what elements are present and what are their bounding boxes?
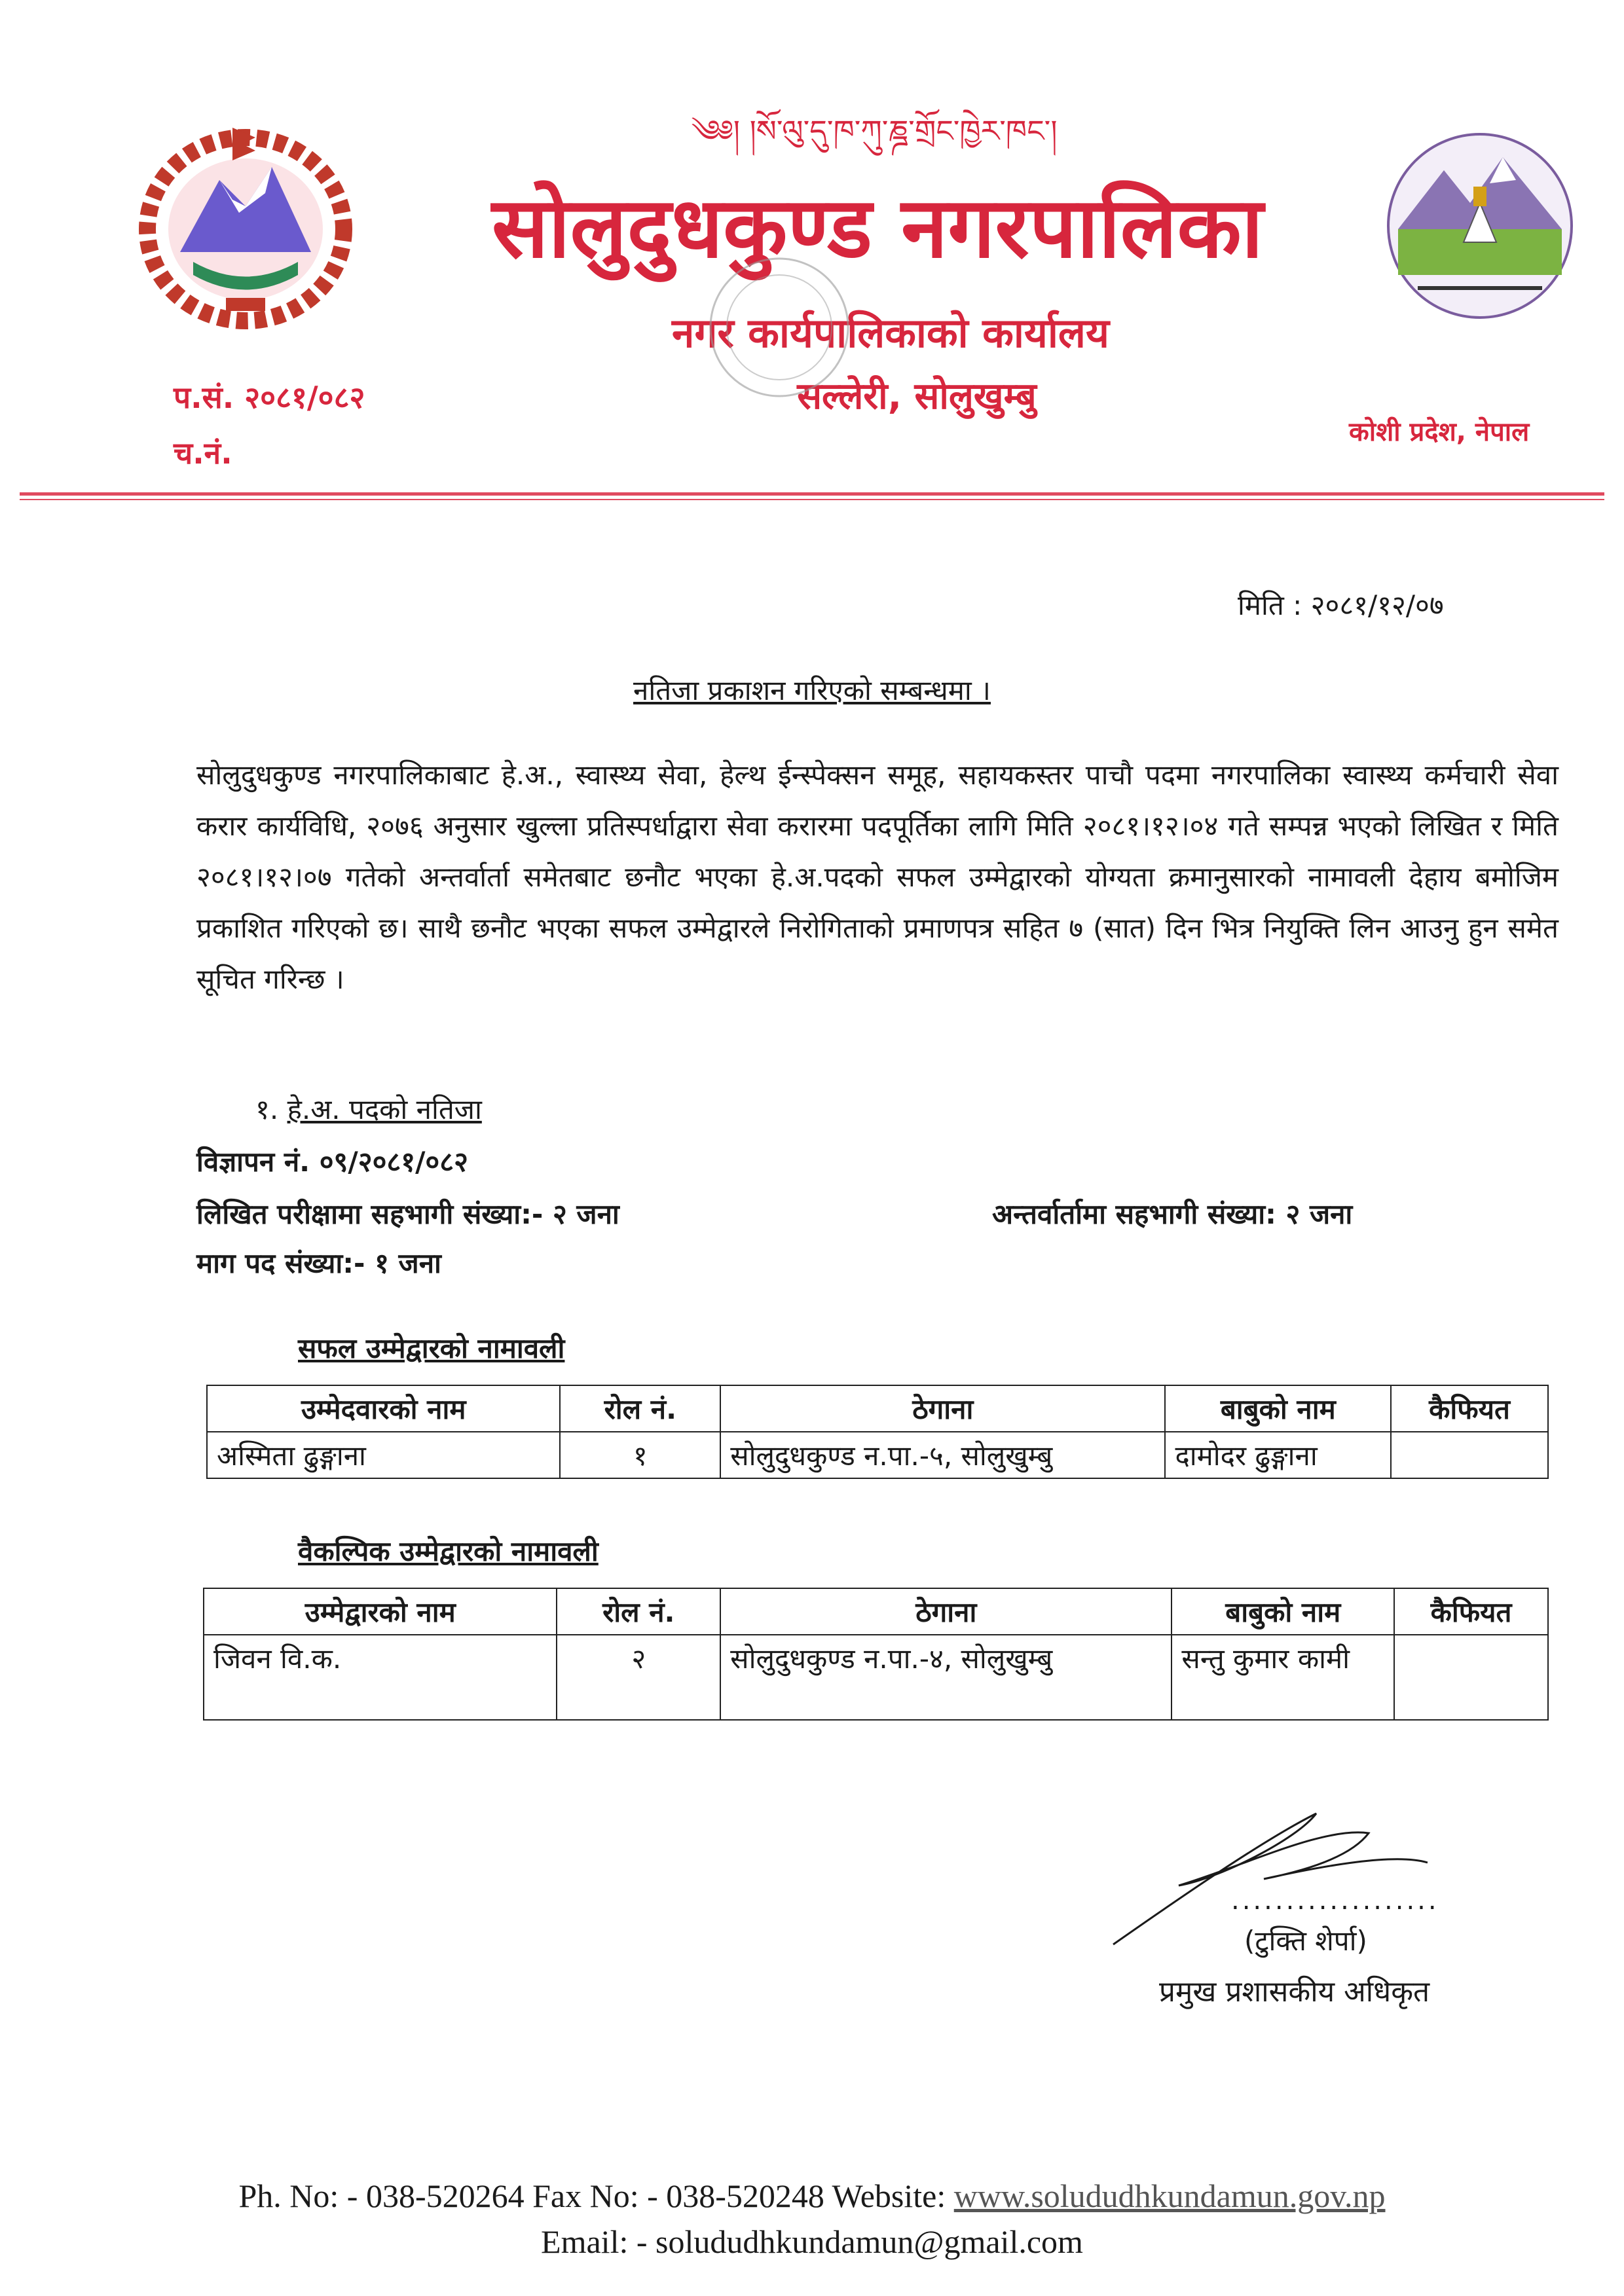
roll-number: २ — [557, 1635, 720, 1720]
table-header-row — [204, 1588, 1548, 1635]
remarks — [1391, 1432, 1548, 1478]
signatory-title: प्रमुख प्रशासकीय अधिकृत — [1159, 1975, 1430, 2009]
column-header: उम्मेदवारको नाम — [207, 1385, 560, 1432]
letter-date: मिति : २०८१/१२/०७ — [1238, 589, 1444, 621]
province-label: कोशी प्रदेश, नेपाल — [1349, 417, 1530, 447]
alternate-table-title: वैकल्पिक उम्मेद्वारको नामावली — [298, 1535, 599, 1567]
footer-contact — [0, 2177, 1624, 2215]
alternate-candidates-table — [203, 1588, 1549, 1721]
letter-body: सोलुदुधकुण्ड नगरपालिकाबाट हे.अ., स्वास्थ्य सेवा, हेल्थ ईन्स्पेक्सन समूह, सहायकस्तर पाचौ पदमा नगरपालिका स्वास्थ्य कर्मचारी सेवा करार कार्यविधि, २०७६ अनुसार खुल्ला प्रतिस्पर्धाद्वारा सेवा करारमा पदपूर्तिका लागि मिति २०८१।१२।०४ गते सम्पन्न भएको लिखित र मिति २०८१।१२।०७ गतेको अन्तर्वार्ता समेतबाट छनौट भएका हे.अ.पदको सफल उम्मेद्वारको योग्यता क्रमानुसारको नामावली देहाय बमोजिम प्रकाशित गरिएको छ। साथै छनौट भएका सफल उम्मेद्वारले निरोगिताको प्रमाणपत्र सहित ७ (सात) दिन भित्र नियुक्ति लिन आउनु हुन समेत सूचित गरिन्छ । — [196, 759, 1559, 995]
column-header: रोल नं. — [560, 1385, 720, 1432]
footer-email: Email: - solududhkundamun@gmail.com — [541, 2223, 1083, 2260]
footer-website-label: Website: — [832, 2178, 946, 2214]
table-header-row — [207, 1385, 1548, 1432]
column-header: कैफियत — [1391, 1385, 1548, 1432]
office-name: नगर कार्यपालिकाको कार्यालय — [672, 309, 1109, 357]
column-header: कैफियत — [1394, 1588, 1548, 1635]
footer-phone: Ph. No: - 038-520264 — [238, 2178, 525, 2214]
written-participants: लिखित परीक्षामा सहभागी संख्या:- २ जना — [196, 1198, 619, 1230]
candidate-name: अस्मिता ढुङ्गाना — [207, 1432, 560, 1478]
signatory-name: (टुक्ति शेर्पा) — [1244, 1925, 1367, 1957]
municipality-name: सोलुदुधकुण्ड नगरपालिका — [491, 179, 1263, 277]
father-name: सन्तु कुमार कामी — [1172, 1635, 1394, 1720]
successful-candidates-table — [206, 1385, 1549, 1479]
column-header: ठेगाना — [720, 1588, 1172, 1635]
website-link[interactable]: www.solududhkundamun.gov.np — [953, 2178, 1386, 2214]
successful-table-title: सफल उम्मेद्वारको नामावली — [298, 1332, 565, 1364]
nepal-emblem-icon — [134, 121, 357, 331]
remarks — [1394, 1635, 1548, 1720]
column-header: बाबुको नाम — [1172, 1588, 1394, 1635]
office-stamp-icon — [704, 252, 855, 403]
candidate-address: सोलुदुधकुण्ड न.पा.-४, सोलुखुम्बु — [720, 1635, 1172, 1720]
letter-subject: नतिजा प्रकाशन गरिएको सम्बन्धमा । — [633, 674, 991, 706]
column-header: ठेगाना — [720, 1385, 1165, 1432]
posts-count: माग पद संख्या:- १ जना — [196, 1247, 441, 1279]
roll-number: १ — [560, 1432, 720, 1478]
reference-number: प.सं. २०८१/०८२ — [174, 380, 365, 415]
header-divider-thin — [20, 499, 1604, 500]
column-header: उम्मेद्वारको नाम — [204, 1588, 557, 1635]
office-address: सल्लेरी, सोलुखुम्बु — [797, 375, 1037, 418]
header-divider — [20, 492, 1604, 496]
candidate-address: सोलुदुधकुण्ड न.पा.-५, सोलुखुम्बु — [720, 1432, 1165, 1478]
tibetan-header-line: ༄༅། །སོ་ལུ་དུ་ཁ་ཀུ་ཎྜ་གྲོང་ཁྱེར་ཁང་། — [691, 113, 1058, 149]
father-name: दामोदर ढुङ्गाना — [1165, 1432, 1391, 1478]
candidate-name: जिवन वि.क. — [204, 1635, 557, 1720]
interview-participants: अन्तर्वार्तामा सहभागी संख्या: २ जना — [992, 1198, 1353, 1230]
section-title: हे.अ. पदको नतिजा — [287, 1093, 482, 1125]
table-row — [204, 1635, 1548, 1720]
signature-line: ................... — [1231, 1886, 1439, 1916]
advertisement-number: विज्ञापन नं. ०९/२०८१/०८२ — [196, 1146, 468, 1178]
dispatch-number: च.नं. — [174, 435, 232, 471]
table-row — [207, 1432, 1548, 1478]
mountain-stupa-logo-icon — [1385, 131, 1575, 321]
column-header: बाबुको नाम — [1165, 1385, 1391, 1432]
footer-fax: Fax No: - 038-520248 — [532, 2178, 824, 2214]
column-header: रोल नं. — [557, 1588, 720, 1635]
section-heading — [255, 1090, 482, 1127]
section-number: १. — [255, 1093, 279, 1125]
